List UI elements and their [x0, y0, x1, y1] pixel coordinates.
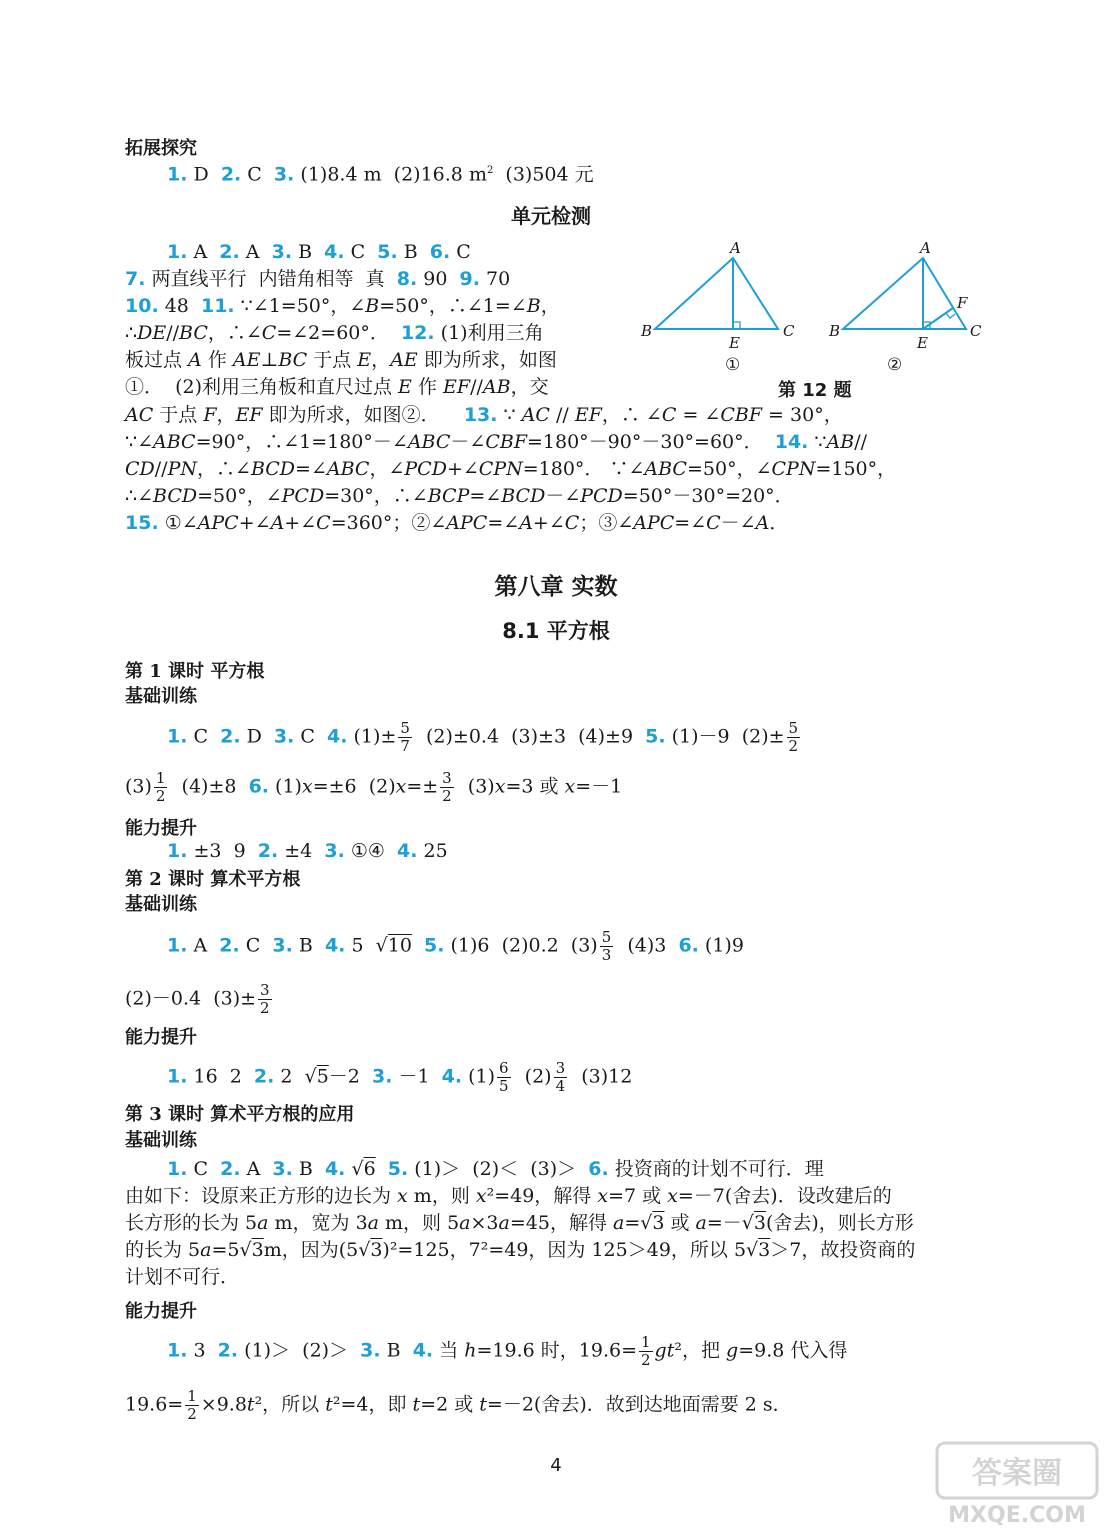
answer-line: ∵∠ABC=90°，∴∠1=180°－∠ABC－∠CBF=180°－90°－30°=60°． 14. ∵AB// [125, 431, 868, 453]
label-A1: A [730, 239, 741, 257]
answer-line: AC 于点 F，EF 即为所求，如图②． 13. ∵ AC // EF，∴ ∠C = ∠CBF = 30°， [125, 404, 843, 426]
subsection-title: 基础训练 [125, 686, 197, 707]
label-B1: B [641, 322, 653, 340]
label-E2: E [917, 334, 928, 352]
label-C1: C [783, 322, 795, 340]
chapter-title: 第八章 实数 [494, 574, 618, 600]
answer-line: 1. A 2. C 3. B 4. 5 √10 5. (1)6 (2)0.2 (3) $\frac{5}{3}$ (4)3 6. (1)9 [167, 928, 744, 964]
fig1-label: ① [725, 355, 741, 375]
lesson-title: 第 1 课时 平方根 [125, 661, 265, 682]
svg-text:答案圈: 答案圈 [972, 1456, 1062, 1491]
answer-line: 19.6= $\frac{1}{2}$ ×9.8t²，所以 t²=4，即 t=2 或 t=－2(舍去)．故到达地面需要 2 s． [125, 1387, 792, 1423]
answer-line: CD//PN，∴∠BCD=∠ABC，∠PCD+∠CPN=180°． ∵∠ABC=50°，∠CPN=150°， [125, 458, 897, 480]
answer-line: 1. C 2. D 3. C 4. (1)± $\frac{5}{7}$ (2)±0.4 (3)±3 (4)±9 5. (1)－9 (2)± $\frac{5}{2}$ [167, 719, 799, 755]
answer-line: 的长为 5a=5√3m，因为(5√3)²=125，7²=49，因为 125＞49，所以 5√3＞7，故投资商的 [125, 1239, 916, 1261]
answer-line: ①． (2)利用三角板和直尺过点 E 作 EF//AB，交 [125, 376, 549, 398]
figure-1 [655, 258, 778, 329]
subsection-title: 能力提升 [125, 1301, 197, 1322]
answer-line: 15. ①∠APC+∠A+∠C=360°；②∠APC=∠A+∠C；③∠APC=∠C－∠A． [125, 512, 789, 534]
lesson-title: 第 2 课时 算术平方根 [125, 869, 301, 890]
answer-line: 1. C 2. A 3. B 4. √6 5. (1)＞ (2)＜ (3)＞ 6. 投资商的计划不可行．理 [167, 1158, 824, 1180]
section-title: 8.1 平方根 [502, 619, 610, 643]
answer-line: 由如下：设原来正方形的边长为 x m，则 x²=49，解得 x=7 或 x=－7(舍去)．设改建后的 [125, 1185, 892, 1207]
subsection-title: 基础训练 [125, 1130, 197, 1151]
section-title-danyuan: 单元检测 [511, 204, 591, 228]
label-E1: E [729, 334, 740, 352]
answer-line: 长方形的长为 5a m，宽为 3a m，则 5a×3a=45，解得 a=√3 或 a=－√3(舍去)，则长方形 [125, 1212, 914, 1234]
subsection-title: 能力提升 [125, 818, 197, 839]
answer-line: 板过点 A 作 AE⊥BC 于点 E，AE 即为所求，如图 [125, 349, 557, 371]
answer-line: 1. 16 2 2. 2 √5－2 3. －1 4. (1) $\frac{6}{5}$ (2) $\frac{3}{4}$ (3)12 [167, 1059, 633, 1095]
triangle-figures [633, 236, 1003, 406]
answer-line: 1. D 2. C 3. (1)8.4 m (2)16.8 $m^2$ (3)504 元 [167, 163, 594, 186]
label-F2: F [957, 294, 968, 312]
figure-2 [843, 258, 966, 329]
lesson-title: 第 3 课时 算术平方根的应用 [125, 1104, 355, 1125]
answer-line: 1. 3 2. (1)＞ (2)＞ 3. B 4. 当 h=19.6 时，19.6= $\frac{1}{2}$ gt²，把 g=9.8 代入得 [167, 1333, 848, 1369]
answer-line: (3) $\frac{1}{2}$ (4)±8 6. (1)x=±6 (2)x=± $\frac{3}{2}$ (3)x=3 或 x=－1 [125, 769, 623, 805]
answer-line: 10. 48 11. ∵∠1=50°，∠B=50°，∴∠1=∠B， [125, 295, 560, 317]
answer-line: ∴DE//BC，∴∠C=∠2=60°． 12. (1)利用三角 [125, 322, 544, 344]
page-number: 4 [550, 1455, 562, 1476]
answer-line: 1. A 2. A 3. B 4. C 5. B 6. C [167, 241, 471, 263]
answer-line: (2)－0.4 (3)± $\frac{3}{2}$ [125, 981, 270, 1017]
section-title-tuozhan: 拓展探究 [125, 138, 197, 159]
watermark-logo [932, 1438, 1102, 1528]
answer-line: 1. ±3 9 2. ±4 3. ①④ 4. 25 [167, 840, 448, 862]
label-B2: B [829, 322, 841, 340]
fig2-label: ② [887, 355, 903, 375]
svg-text:MXQE.COM: MXQE.COM [948, 1503, 1086, 1528]
answer-line: 7. 两直线平行 内错角相等 真 8. 90 9. 70 [125, 268, 511, 290]
label-A2: A [920, 239, 931, 257]
subsection-title: 能力提升 [125, 1027, 197, 1048]
figure-caption: 第 12 题 [778, 380, 852, 401]
label-C2: C [970, 322, 982, 340]
subsection-title: 基础训练 [125, 894, 197, 915]
answer-line: ∴∠BCD=50°，∠PCD=30°，∴∠BCP=∠BCD－∠PCD=50°－30°=20°． [125, 485, 794, 507]
answer-line: 计划不可行． [125, 1266, 240, 1288]
